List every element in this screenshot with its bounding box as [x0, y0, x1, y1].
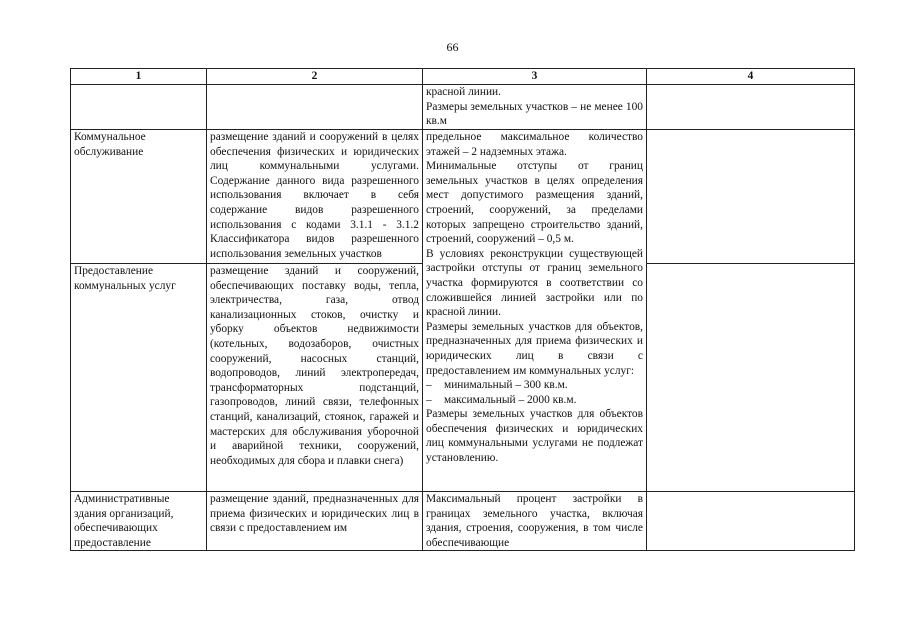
column-header-2: 2: [207, 69, 423, 85]
column-header-4: 4: [647, 69, 855, 85]
parameters-cell: [423, 85, 647, 130]
list-item: – минимальный – 300 кв.м.: [426, 379, 568, 392]
parameter-paragraph: Размеры земельных участков для объектов, предназначенных для приема физических и юридических лиц в связи с предоставлением им коммунальных услуг:: [426, 320, 643, 377]
table-row: [71, 492, 855, 551]
use-name-cell: Коммунальное обслуживание: [71, 130, 207, 264]
parameters-cell-merged: [423, 130, 647, 492]
parameter-paragraph: В условиях реконструкции существующей застройки отступы от границ земельного участка формируются в соответствии со сложившейся линией застройки или по красной линии.: [426, 247, 643, 319]
use-description-cell: размещение зданий и сооружений в целях обеспечения физических и юридических лиц коммунальными услугами. Содержание данного вида разрешенного использования включает в себя содержание видов разрешенного использования с кодами 3.1.1 - 3.1.2 Классификатора видов разрешенного использования земельных участков: [207, 130, 423, 264]
use-name-cell: Административные здания организаций, обеспечивающих предоставление: [71, 492, 207, 551]
use-description-cell: размещение зданий и сооружений, обеспечивающих поставку воды, тепла, электричества, газа, отвод канализационных стоков, очистку и уборку объектов недвижимости (котельных, водозаборов, очистных сооружений, насосных станций, водопроводов, линий электропередач, трансформаторных подстанций, газопроводов, линий связи, телефонных станций, канализаций, стоянок, гаражей и мастерских для обслуживания уборочной и аварийной техники, сооружений, необходимых для сбора и плавки снега): [207, 264, 423, 492]
notes-cell: [647, 492, 855, 551]
notes-cell: [647, 130, 855, 264]
notes-cell: [647, 85, 855, 130]
table-row: [71, 130, 855, 264]
table-row: [71, 85, 855, 130]
dash-bullet-icon: –: [426, 393, 432, 406]
parameter-paragraph: Размеры земельных участков – не менее 100 кв.м: [426, 100, 643, 128]
use-name-cell: Предоставление коммунальных услуг: [71, 264, 207, 492]
column-header-1: 1: [71, 69, 207, 85]
parameter-paragraph: красной линии.: [426, 86, 501, 98]
land-use-table: [70, 68, 855, 551]
parameters-cell: Максимальный процент застройки в границах земельного участка, включая здания, строения, сооружения, в том числе обеспечивающие: [423, 492, 647, 551]
parameter-paragraph: Размеры земельных участков для объектов обеспечения физических и юридических лиц коммунальными услугами не подлежат установлению.: [426, 408, 643, 465]
table-header-row: [71, 69, 855, 85]
parameter-paragraph: Минимальные отступы от границ земельных участков в целях определения мест допустимого размещения зданий, строений, сооружений, за пределами которых запрещено строительство зданий, строений, сооружений – 0,5 м.: [426, 160, 643, 246]
parameter-paragraph: предельное максимальное количество этажей – 2 надземных этажа.: [426, 131, 643, 158]
use-description-cell: [207, 85, 423, 130]
use-description-cell: размещение зданий, предназначенных для приема физических и юридических лиц в связи с предоставлением им: [207, 492, 423, 551]
notes-cell: [647, 264, 855, 492]
dash-bullet-icon: –: [426, 379, 432, 392]
column-header-3: 3: [423, 69, 647, 85]
list-item: – максимальный – 2000 кв.м.: [426, 393, 577, 406]
page-number: 66: [446, 40, 459, 54]
use-name-cell: [71, 85, 207, 130]
